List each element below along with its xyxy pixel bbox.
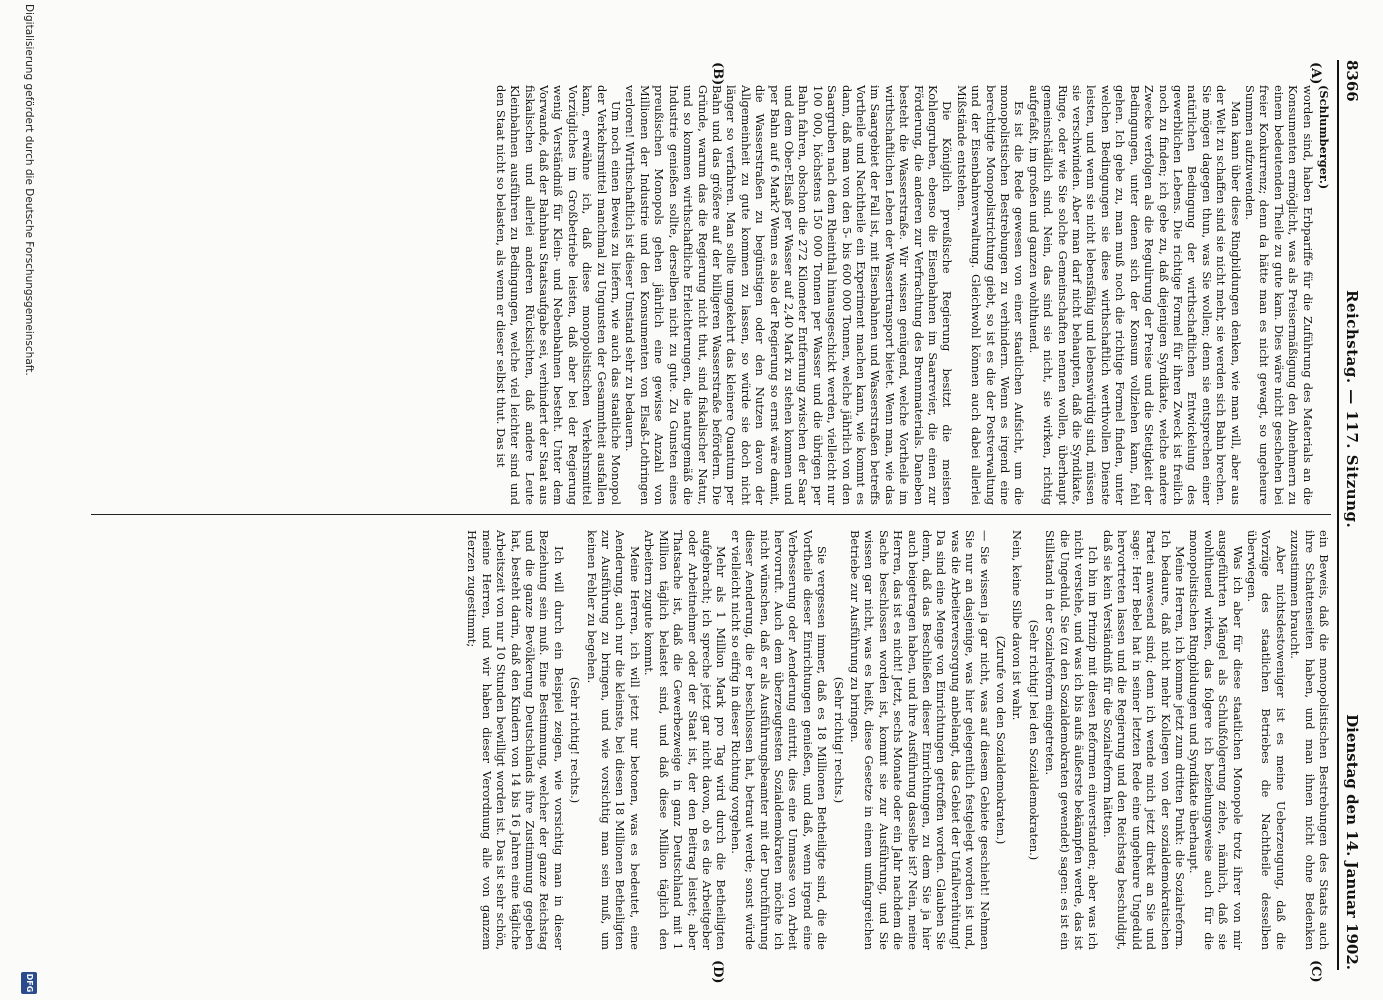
paragraph: Aber nichtsdestoweniger ist es meine Ueberzeugung, daß die Vorzüge des staatlichen Betriebes die Nachtheile desselben überwiegen. bbox=[1244, 530, 1288, 950]
left-column bbox=[91, 85, 1331, 505]
header-rule bbox=[1337, 60, 1339, 970]
interjection: (Sehr richtig! rechts.) bbox=[568, 676, 583, 804]
paragraph: Die Königlich preußische Regierung besitzt die meisten Kohlengruben, ebenso die Eisenbahnen im Saarrevier, die einen zur Förderung, die anderen zur Verfrachtung des Brennmaterials. Daneben besteht die Wasserstraße. Wir wissen genügend, welche Vortheile im wirthschaftlichen Leben der Wassertransport bietet. Wenn man, wie das im Saargebiet der Fall ist, mit Eisenbahnen und Wasserstraßen betreffs Vortheile und Nachtheile ein Experiment machen kann, wie kommt es dann, daß man von den 5- bis 600 000 Tonnen, welche jährlich von den Saargruben nach dem Rheinthal hinausgeschickt werden, vielleicht nur 100 000, höchstens 150 000 Tonnen per Wasser und die übrigen per Bahn fahren, obschon die 272 Kilometer Entfernung zwischen der Saar und dem Ober-Elsaß per Wasser auf 2,40 Mark zu stehen kommen und per Bahn auf 6 Mark? Wenn es also der Regierung so ernst wäre damit, die Wasserstraßen zu begünstigen oder den Nutzen davon der Allgemeinheit zu gute kommen zu lassen, so würde sie doch nicht länger so verfahren. Man sollte umgekehrt das kleinere Quantum per Bahn und das größere auf der billigeren Wasserstraße befördern. Die Gründe, warum das die Regierung nicht thut, sind fiskalischer Natur, und so kommen wirthschaftliche Erleichterungen, die naturgemäß die Industrie genießen sollte, derselben nicht zu gute. Zu Gunsten eines preußischen Monopols gehen jährlich eine gewisse Anzahl von Millionen der Industrie und den Konsumenten von Elsaß-Lothringen verloren! Wirthschaftlich ist dieser Umstand sehr zu bedauern. bbox=[623, 85, 955, 505]
margin-mark-b: (B) bbox=[710, 62, 725, 86]
paragraph: Ich will durch ein Beispiel zeigen, wie vorsichtig man in dieser Beziehung sein muß. Eine Bestimmung, welcher der ganze Reichstag und die ganze Bevölkerung Deutschlands ihre Zustimmung gegeben hat, besteht darin, daß den Kindern von 14 bis 16 Jahren eine tägliche Arbeitszeit von nur 10 Stunden bewilligt worden ist. Das ist sehr schön, meine Herren, und wir haben dieser Verordnung alle von ganzem Herzen zugestimmt; bbox=[465, 530, 566, 950]
paragraph: Sie vergessen immer, daß es 18 Millionen Betheiligte sind, die die Vortheile dieser Einrichtungen genießen, und daß, wenn irgend eine Verbesserung oder Aenderung eintritt, dies eine Unmasse von Arbeit hervorruft. Auch dem überzeugtesten Sozialdemokraten möchte ich nicht wünschen, daß er als Ausführungsbeamter mit der Durchführung dieser Aenderung, die er beschlossen hat, betraut werde; sonst würde er vielleicht nicht so eifrig in dieser Richtung vorgehen. bbox=[728, 530, 830, 950]
paragraph: Nein, keine Silbe davon ist wahr. bbox=[1010, 530, 1025, 721]
paragraph: Um noch einen Beweis zu liefern, wie auch das staatliche Monopol der Verkehrsmittel manchmal zu Ungunsten der Gesammtheit ausfallen kann, erwähne ich, daß diese monopolistischen Verkehrsmittel Vorzügliches im Großbetriebe leisten, daß aber bei der Regierung wenig Verständniß für Klein- und Nebenbahnen besteht. Unter dem Vorwande, daß der Bahnbau Staatsaufgabe sei, verhindert der Staat aus fiskalischen und allerlei anderen Rücksichten, daß andere Leute Kleinbahnen ausführen zu Bedingungen, welche viel leichter sind und den Staat nicht so belasten, als wenn er dieser selbst thut. Das ist bbox=[493, 85, 624, 505]
column-divider bbox=[91, 514, 1331, 515]
session-date: Dienstag den 14. Januar 1902. bbox=[1343, 714, 1361, 970]
margin-mark-c: (C) bbox=[1308, 960, 1323, 983]
page-footer bbox=[13, 0, 41, 1000]
paragraph: Mehr als 1 Million Mark pro Tag wird durch die Betheiligten aufgebracht; ich spreche jetzt gar nicht davon, ob es die Arbeitgeber oder Arbeitnehmer oder der Staat ist, der den Beitrag leistet; aber Thatsache ist, daß die Gewerbezweige in ganz Deutschland mit 1 Million täglich belastet sind, und daß diese Million täglich den Arbeitern zugute kommt. bbox=[642, 530, 729, 950]
interjection: (Sehr richtig! rechts.) bbox=[831, 676, 846, 804]
margin-mark-d: (D) bbox=[710, 960, 725, 984]
paragraph: Ich bin im Prinzip mit diesen Reformen einverstanden; aber was ich nicht verstehe, und was ich bis aufs äußerste bekämpfen werde, das ist die Ungeduld. Sie (zu den Sozialdemokraten gewendet) sagen: es ist ein Stillstand in der Sozialreform eingetreten. bbox=[1043, 530, 1101, 950]
page-number: 8366 bbox=[1343, 60, 1361, 102]
paragraph: — Sie wissen ja gar nicht, was auf diesem Gebiete geschieht! Nehmen Sie nur an dasjenige, was hier gelegentlich festgelegt worden ist und, was die Arbeiterversorgung anbelangt, das Gebiet der Unfallverhütung! Da sind eine Menge von Einrichtungen getroffen worden. Glauben Sie denn, daß das Beschließen dieser Einrichtungen, zu dem Sie ja hier auch beigetragen haben, und ihre Ausführung dasselbe ist? Nein, meine Herren, das ist es nicht! Jetzt, sechs Monate oder ein Jahr nachdem die Sache beschlossen worden ist, kommt sie zur Ausführung, und Sie wissen gar nicht, was es heißt, diese Gesetze in einem umfangreichen Betriebe zur Ausführung zu bringen. bbox=[848, 530, 992, 950]
paragraph: ein Beweis, daß die monopolistischen Bestrebungen des Staats auch ihre Schattenseiten haben, und man ihnen nicht ohne Bedenken zuzustimmen braucht. bbox=[1288, 530, 1331, 950]
digitization-credit: Digitalisierung gefördert durch die Deutsche Forschungsgemeinschaft. bbox=[23, 4, 35, 376]
paragraph: Meine Herren, ich komme jetzt zum dritten Punkt: die Sozialreform. Ich bedaure, daß nicht mehr Kollegen von der sozialdemokratischen Partei anwesend sind; denn ich wende mich jetzt direkt an Sie und sage: Herr Bebel hat in seiner letzten Rede eine ungeheure Ungeduld hervortreten lassen und die Regierung und den Reichstag beschuldigt, daß sie kein Verständniß für die Sozialreform hätten. bbox=[1100, 530, 1187, 950]
margin-mark-a: (A) bbox=[1308, 62, 1323, 85]
interjection: (Sehr richtig! bei den Sozialdemokraten.) bbox=[1026, 619, 1041, 861]
paragraph: Meine Herren, ich will jetzt nur betonen, was es bedeutet, eine Aenderung, auch nur die kleinste, bei diesen 18 Millionen Betheiligten zur Ausführung zu bringen, und wie vorsichtig man sein muß, um keinen Fehler zu begehen. bbox=[584, 530, 642, 950]
paragraph: Man kann über diese Ringbildungen denken, wie man will, aber aus der Welt zu schaffen sind sie nicht mehr, sie werden sich Bahn brechen. Sie mögen dagegen thun, was Sie wollen; denn sie entsprechen einer natürlichen Bedingung der wirthschaftlichen Entwickelung des gewerblichen Lebens. Die richtige Formel für ihren Zweck ist freilich noch zu finden; ich gebe zu, daß diejenigen Syndikate, welche andere Zwecke verfolgen als die Regulirung der Preise und die Stetigkeit der Bedingungen, unter denen sich der Konsum vollziehen kann, fehl gehen. Ich gebe zu, man muß noch die richtige Formel finden, unter welchen Bedingungen sie diese wirthschaftlich werthvollen Dienste leisten, und wenn sie nicht lebensfähig und lebenswürdig sind, müssen sie verschwinden. Aber man darf nicht behaupten, daß die Syndikate, Ringe, oder wie Sie solche Gemeinschaften nennen wollen, überhaupt gemeinschädlich sind. Nein, das sind sie nicht, sie wirken, richtig aufgefaßt, im großen und ganzen wohlthuend. bbox=[1026, 85, 1243, 505]
running-title: Reichstag. — 117. Sitzung. bbox=[1343, 290, 1361, 529]
interjection: (Zurufe von den Sozialdemokraten.) bbox=[994, 635, 1009, 845]
page-header bbox=[1341, 60, 1361, 970]
dfg-logo: DFG bbox=[21, 972, 37, 994]
paragraph: Was ich aber für diese staatlichen Monopole trotz ihrer von mir ausgeführten Mängel als Schlußfolgerung ziehe, nämlich, daß sie wohlthuend wirken, das folgere ich beziehungsweise auch für die monopolistischen Ringbildungen und Syndikate überhaupt. bbox=[1187, 530, 1245, 950]
right-column bbox=[91, 530, 1331, 950]
paragraph: Es ist die Rede gewesen von einer staatlichen Aufsicht, um die monopolistischen Bestrebungen zu verhindern. Wenn es irgend eine berechtigte Monopolistrichtung giebt, so ist es die der Postverwaltung und der Eisenbahnverwaltung. Gleichwohl können auch dabei allerlei Mißstände entstehen. bbox=[954, 85, 1027, 505]
speaker-name: (Schlumberger.) bbox=[1317, 85, 1331, 190]
paragraph: worden sind, haben Erbpariffe für die Zuführung des Materials an die Konsumenten ermöglicht, was als Preisermäßigung den Abnehmern zu einem bedeutenden Theile zu gute kam. Dies wäre nicht geschehen bei freier Konkurrenz; denn da hätte man es nicht gewagt, so ungeheure Summen aufzuwenden. bbox=[1242, 85, 1315, 505]
